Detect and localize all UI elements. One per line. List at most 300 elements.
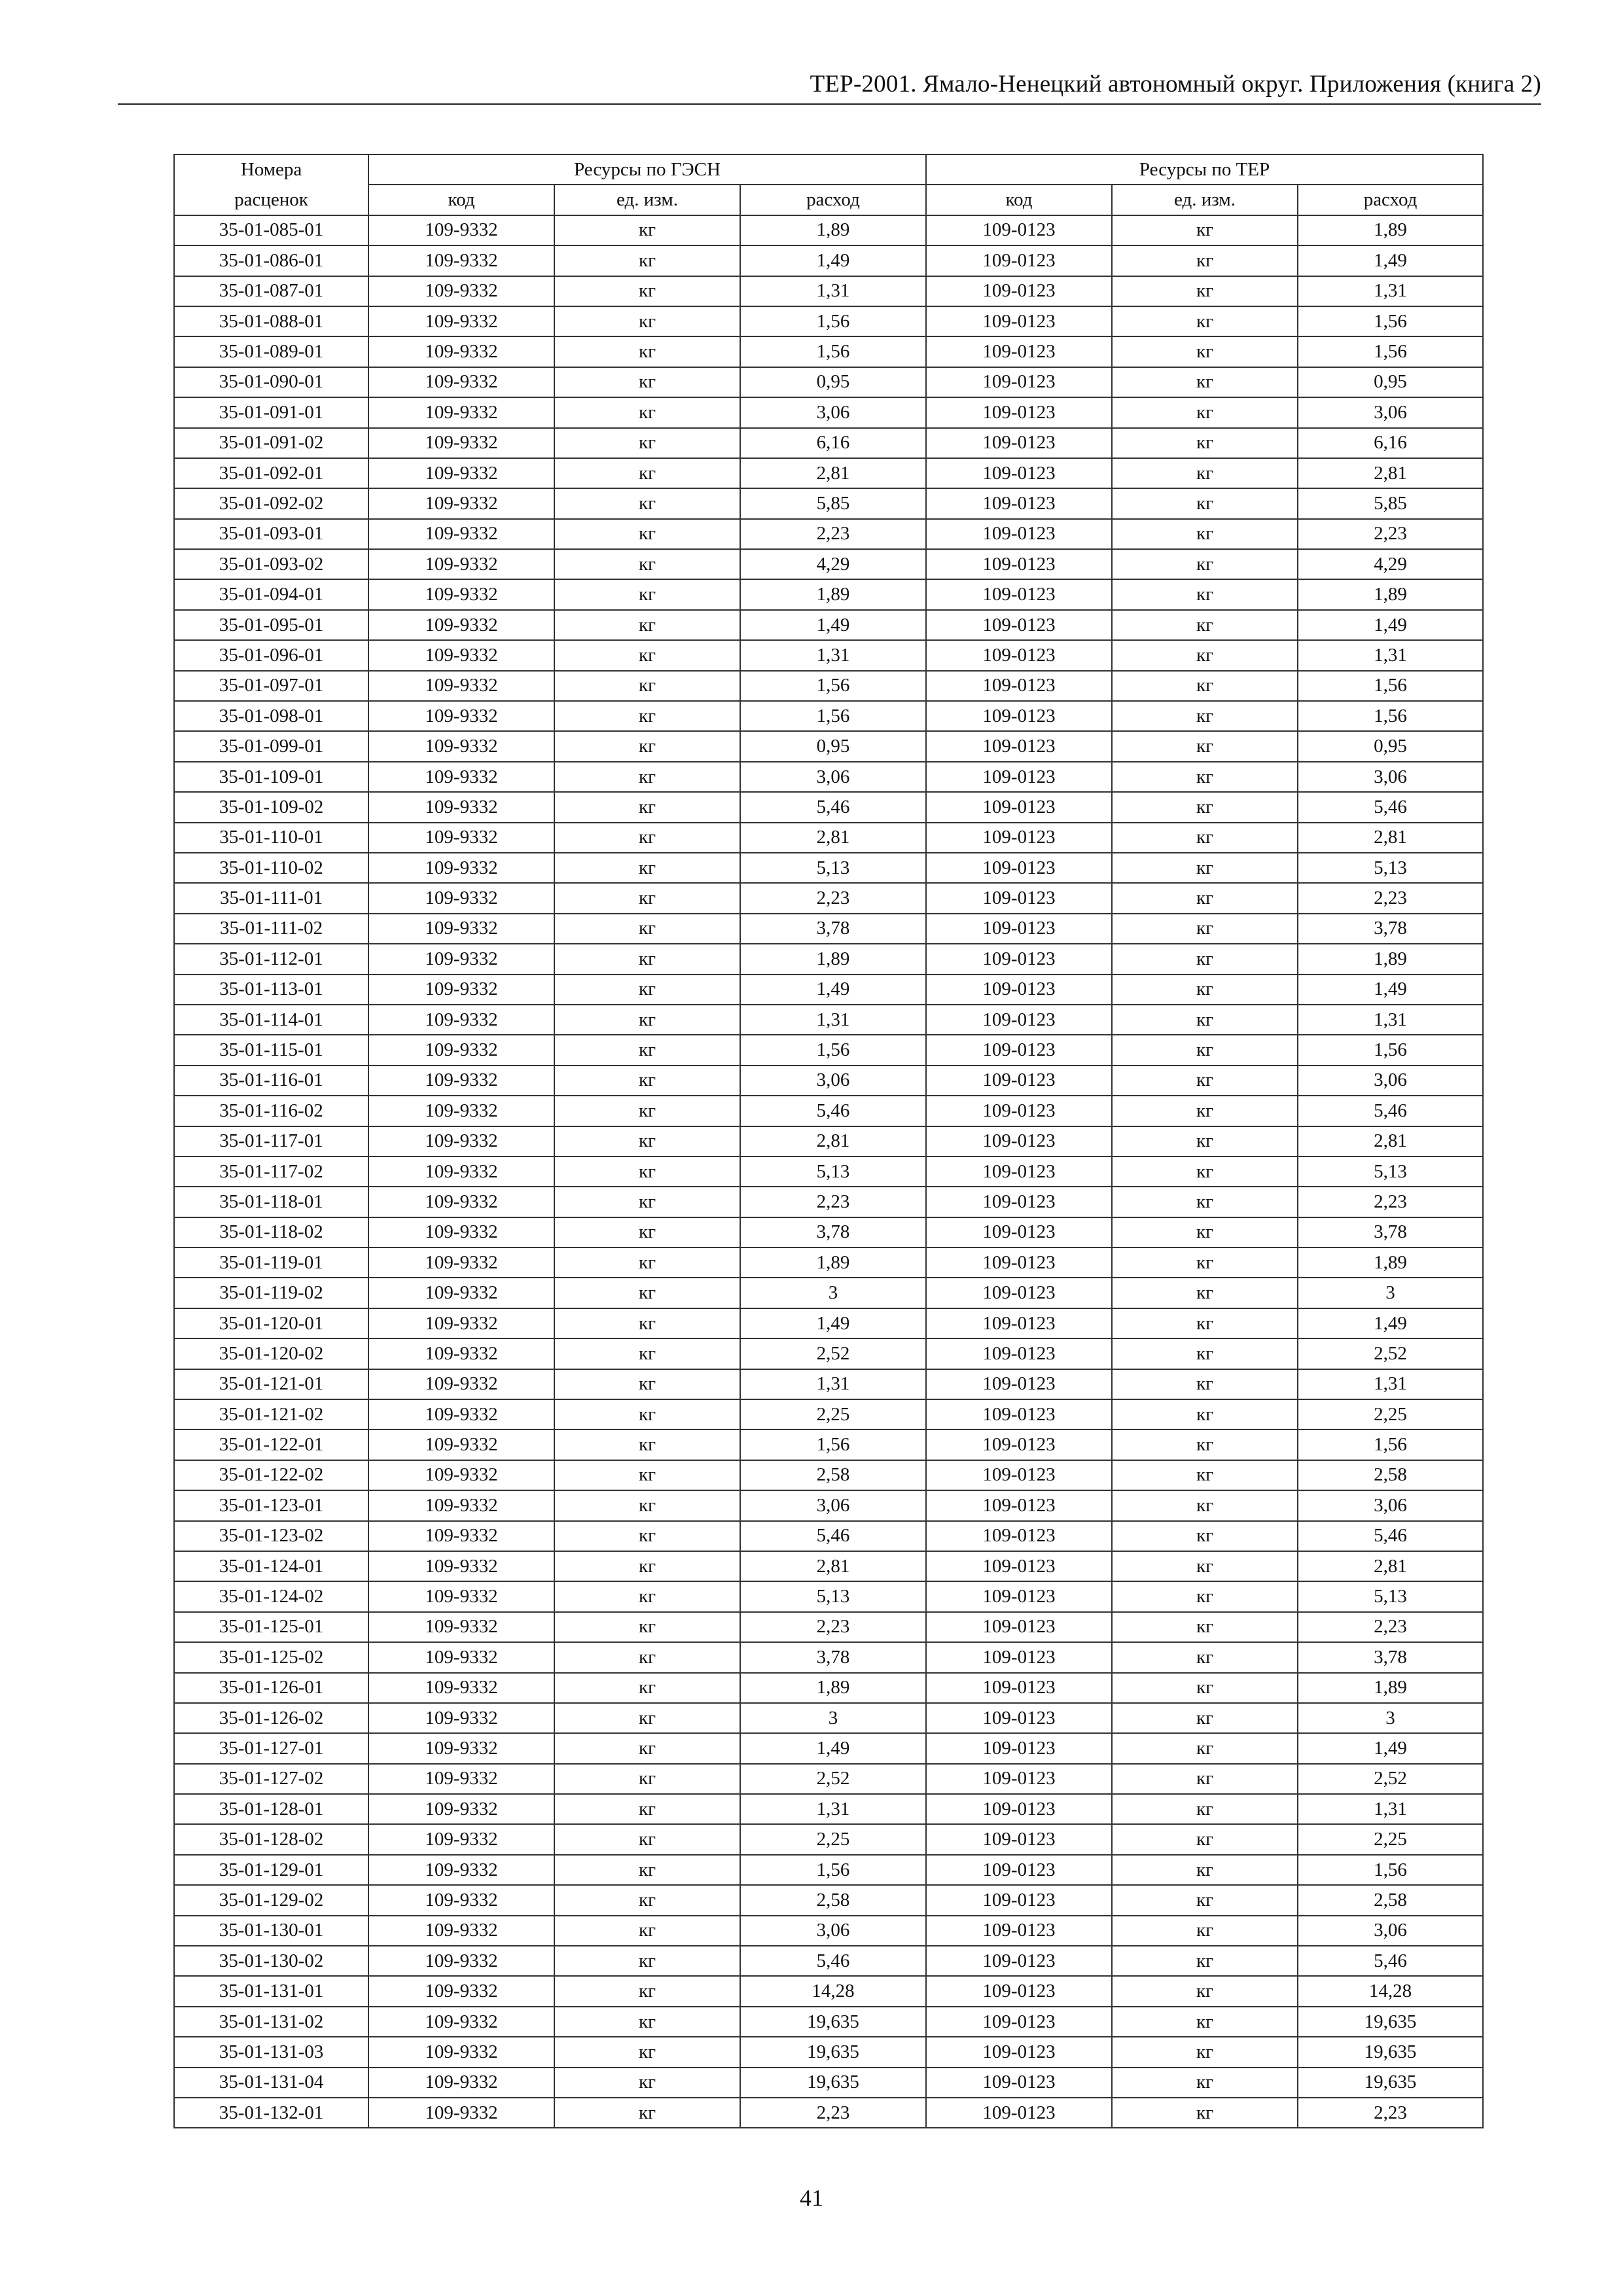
ter-amount-cell: 5,13 [1298, 1581, 1483, 1611]
ter-code-cell: 109-0123 [926, 1126, 1112, 1157]
ter-code-cell: 109-0123 [926, 853, 1112, 883]
table-row [174, 1247, 1483, 1278]
gesn-code-cell: 109-9332 [368, 367, 554, 397]
ter-unit-cell: кг [1112, 1187, 1298, 1217]
gesn-code-cell: 109-9332 [368, 1581, 554, 1611]
ter-amount-cell: 2,23 [1298, 1612, 1483, 1642]
ter-code-cell: 109-0123 [926, 1187, 1112, 1217]
ter-code-cell: 109-0123 [926, 671, 1112, 701]
gesn-code-cell: 109-9332 [368, 397, 554, 427]
ter-amount-cell: 6,16 [1298, 428, 1483, 458]
gesn-code-cell: 109-9332 [368, 1764, 554, 1794]
gesn-code-cell: 109-9332 [368, 1278, 554, 1308]
rate-number-cell: 35-01-117-02 [174, 1157, 368, 1187]
table-row [174, 1551, 1483, 1581]
gesn-amount-cell: 3,78 [740, 1642, 926, 1672]
gesn-amount-cell: 2,52 [740, 1338, 926, 1369]
ter-code-cell: 109-0123 [926, 1673, 1112, 1703]
gesn-amount-cell: 3,78 [740, 1217, 926, 1247]
gesn-code-cell: 109-9332 [368, 579, 554, 609]
ter-code-cell: 109-0123 [926, 1824, 1112, 1854]
ter-amount-cell: 3 [1298, 1703, 1483, 1733]
rate-number-cell: 35-01-098-01 [174, 701, 368, 731]
ter-amount-cell: 1,56 [1298, 701, 1483, 731]
table-row [174, 610, 1483, 640]
gesn-unit-cell: кг [554, 883, 740, 913]
gesn-unit-cell: кг [554, 1399, 740, 1429]
rate-number-cell: 35-01-093-01 [174, 519, 368, 549]
gesn-amount-cell: 3 [740, 1703, 926, 1733]
ter-code-cell: 109-0123 [926, 1521, 1112, 1551]
ter-code-cell: 109-0123 [926, 1005, 1112, 1035]
gesn-unit-cell: кг [554, 1217, 740, 1247]
rate-number-cell: 35-01-122-02 [174, 1460, 368, 1490]
ter-code-cell: 109-0123 [926, 306, 1112, 336]
gesn-unit-cell: кг [554, 1278, 740, 1308]
gesn-code-cell: 109-9332 [368, 1369, 554, 1399]
rate-number-cell: 35-01-125-02 [174, 1642, 368, 1672]
ter-code-cell: 109-0123 [926, 1369, 1112, 1399]
ter-amount-cell: 2,25 [1298, 1399, 1483, 1429]
rate-number-cell: 35-01-110-01 [174, 823, 368, 853]
gesn-amount-cell: 1,31 [740, 1794, 926, 1824]
gesn-code-cell: 109-9332 [368, 1612, 554, 1642]
table-row [174, 1429, 1483, 1460]
ter-unit-cell: кг [1112, 428, 1298, 458]
ter-code-cell: 109-0123 [926, 1612, 1112, 1642]
gesn-unit-cell: кг [554, 2037, 740, 2067]
ter-unit-cell: кг [1112, 1035, 1298, 1065]
gesn-amount-cell: 5,46 [740, 1946, 926, 1976]
ter-unit-cell: кг [1112, 1673, 1298, 1703]
ter-amount-cell: 5,46 [1298, 1946, 1483, 1976]
rate-number-cell: 35-01-127-02 [174, 1764, 368, 1794]
table-row [174, 1521, 1483, 1551]
ter-unit-cell: кг [1112, 1157, 1298, 1187]
gesn-code-cell: 109-9332 [368, 1157, 554, 1187]
ter-amount-cell: 2,23 [1298, 1187, 1483, 1217]
gesn-code-cell: 109-9332 [368, 1460, 554, 1490]
rate-number-cell: 35-01-128-01 [174, 1794, 368, 1824]
rate-number-cell: 35-01-111-01 [174, 883, 368, 913]
ter-code-cell: 109-0123 [926, 1551, 1112, 1581]
table-row [174, 2098, 1483, 2128]
rate-number-cell: 35-01-086-01 [174, 245, 368, 276]
ter-amount-cell: 14,28 [1298, 1976, 1483, 2006]
ter-code-cell: 109-0123 [926, 428, 1112, 458]
ter-code-cell: 109-0123 [926, 610, 1112, 640]
gesn-unit-cell: кг [554, 1247, 740, 1278]
ter-amount-cell: 1,89 [1298, 215, 1483, 245]
ter-unit-cell: кг [1112, 1885, 1298, 1915]
gesn-code-cell: 109-9332 [368, 1066, 554, 1096]
ter-unit-cell: кг [1112, 1824, 1298, 1854]
ter-amount-cell: 1,31 [1298, 276, 1483, 306]
gesn-unit-cell: кг [554, 975, 740, 1005]
gesn-unit-cell: кг [554, 458, 740, 488]
ter-unit-cell: кг [1112, 579, 1298, 609]
table-row [174, 762, 1483, 792]
rate-number-cell: 35-01-115-01 [174, 1035, 368, 1065]
gesn-unit-cell: кг [554, 2098, 740, 2128]
ter-amount-cell: 2,81 [1298, 823, 1483, 853]
rate-number-cell: 35-01-121-02 [174, 1399, 368, 1429]
ter-unit-cell: кг [1112, 397, 1298, 427]
gesn-code-cell: 109-9332 [368, 245, 554, 276]
gesn-unit-cell: кг [554, 944, 740, 974]
rate-number-cell: 35-01-126-02 [174, 1703, 368, 1733]
gesn-amount-cell: 1,49 [740, 1308, 926, 1338]
rate-number-cell: 35-01-129-01 [174, 1855, 368, 1885]
ter-code-cell: 109-0123 [926, 579, 1112, 609]
gesn-code-cell: 109-9332 [368, 428, 554, 458]
header-numbers-top: Номера [174, 154, 368, 185]
ter-amount-cell: 2,81 [1298, 458, 1483, 488]
gesn-unit-cell: кг [554, 519, 740, 549]
ter-code-cell: 109-0123 [926, 1338, 1112, 1369]
ter-unit-cell: кг [1112, 944, 1298, 974]
ter-amount-cell: 1,56 [1298, 336, 1483, 367]
gesn-amount-cell: 1,56 [740, 1855, 926, 1885]
header-ter-unit: ед. изм. [1112, 185, 1298, 215]
gesn-amount-cell: 1,49 [740, 610, 926, 640]
ter-amount-cell: 1,49 [1298, 1733, 1483, 1763]
rate-number-cell: 35-01-128-02 [174, 1824, 368, 1854]
gesn-amount-cell: 5,85 [740, 488, 926, 518]
gesn-amount-cell: 1,31 [740, 276, 926, 306]
table-row [174, 731, 1483, 761]
table-row [174, 1278, 1483, 1308]
table-row [174, 2068, 1483, 2098]
table-row [174, 1642, 1483, 1672]
ter-amount-cell: 5,46 [1298, 1096, 1483, 1126]
gesn-amount-cell: 5,46 [740, 1096, 926, 1126]
rate-number-cell: 35-01-092-01 [174, 458, 368, 488]
ter-code-cell: 109-0123 [926, 1157, 1112, 1187]
ter-amount-cell: 2,23 [1298, 2098, 1483, 2128]
ter-amount-cell: 3,06 [1298, 762, 1483, 792]
rate-number-cell: 35-01-119-02 [174, 1278, 368, 1308]
ter-code-cell: 109-0123 [926, 1946, 1112, 1976]
gesn-unit-cell: кг [554, 1521, 740, 1551]
ter-code-cell: 109-0123 [926, 2068, 1112, 2098]
ter-code-cell: 109-0123 [926, 1460, 1112, 1490]
gesn-unit-cell: кг [554, 276, 740, 306]
gesn-unit-cell: кг [554, 1096, 740, 1126]
gesn-code-cell: 109-9332 [368, 762, 554, 792]
ter-amount-cell: 3,06 [1298, 397, 1483, 427]
gesn-unit-cell: кг [554, 1612, 740, 1642]
gesn-unit-cell: кг [554, 397, 740, 427]
gesn-code-cell: 109-9332 [368, 215, 554, 245]
gesn-unit-cell: кг [554, 1733, 740, 1763]
gesn-code-cell: 109-9332 [368, 1733, 554, 1763]
ter-unit-cell: кг [1112, 336, 1298, 367]
table-row [174, 944, 1483, 974]
rate-number-cell: 35-01-112-01 [174, 944, 368, 974]
rate-number-cell: 35-01-117-01 [174, 1126, 368, 1157]
table-row [174, 488, 1483, 518]
table-row [174, 975, 1483, 1005]
gesn-code-cell: 109-9332 [368, 1096, 554, 1126]
ter-code-cell: 109-0123 [926, 640, 1112, 670]
ter-unit-cell: кг [1112, 610, 1298, 640]
gesn-amount-cell: 2,23 [740, 2098, 926, 2128]
ter-code-cell: 109-0123 [926, 1096, 1112, 1126]
ter-unit-cell: кг [1112, 488, 1298, 518]
gesn-amount-cell: 3,06 [740, 1066, 926, 1096]
rate-number-cell: 35-01-096-01 [174, 640, 368, 670]
gesn-code-cell: 109-9332 [368, 276, 554, 306]
gesn-amount-cell: 1,56 [740, 336, 926, 367]
ter-amount-cell: 2,81 [1298, 1126, 1483, 1157]
gesn-amount-cell: 5,13 [740, 1581, 926, 1611]
gesn-amount-cell: 3,06 [740, 397, 926, 427]
table-row [174, 853, 1483, 883]
ter-amount-cell: 3,78 [1298, 1217, 1483, 1247]
gesn-unit-cell: кг [554, 215, 740, 245]
gesn-code-cell: 109-9332 [368, 1794, 554, 1824]
gesn-unit-cell: кг [554, 1916, 740, 1946]
ter-unit-cell: кг [1112, 519, 1298, 549]
ter-code-cell: 109-0123 [926, 701, 1112, 731]
ter-unit-cell: кг [1112, 1794, 1298, 1824]
gesn-amount-cell: 1,31 [740, 1369, 926, 1399]
ter-amount-cell: 2,81 [1298, 1551, 1483, 1581]
table-row [174, 215, 1483, 245]
gesn-unit-cell: кг [554, 1338, 740, 1369]
gesn-unit-cell: кг [554, 1703, 740, 1733]
table-row [174, 671, 1483, 701]
rate-number-cell: 35-01-118-02 [174, 1217, 368, 1247]
ter-amount-cell: 3 [1298, 1278, 1483, 1308]
ter-unit-cell: кг [1112, 1096, 1298, 1126]
gesn-unit-cell: кг [554, 1673, 740, 1703]
ter-code-cell: 109-0123 [926, 883, 1112, 913]
gesn-unit-cell: кг [554, 1976, 740, 2006]
ter-amount-cell: 1,49 [1298, 245, 1483, 276]
ter-unit-cell: кг [1112, 1338, 1298, 1369]
table-row [174, 1338, 1483, 1369]
ter-code-cell: 109-0123 [926, 731, 1112, 761]
gesn-amount-cell: 2,81 [740, 1126, 926, 1157]
ter-amount-cell: 2,23 [1298, 883, 1483, 913]
ter-unit-cell: кг [1112, 731, 1298, 761]
rate-number-cell: 35-01-095-01 [174, 610, 368, 640]
gesn-unit-cell: кг [554, 1308, 740, 1338]
ter-unit-cell: кг [1112, 2007, 1298, 2037]
header-numbers-bottom: расценок [174, 185, 368, 215]
ter-amount-cell: 2,25 [1298, 1824, 1483, 1854]
ter-unit-cell: кг [1112, 1916, 1298, 1946]
ter-amount-cell: 5,46 [1298, 792, 1483, 822]
table-body [174, 215, 1483, 2128]
rate-number-cell: 35-01-130-02 [174, 1946, 368, 1976]
gesn-code-cell: 109-9332 [368, 792, 554, 822]
ter-amount-cell: 5,13 [1298, 853, 1483, 883]
table-row [174, 1187, 1483, 1217]
gesn-unit-cell: кг [554, 1551, 740, 1581]
rate-number-cell: 35-01-111-02 [174, 914, 368, 944]
gesn-unit-cell: кг [554, 1005, 740, 1035]
gesn-unit-cell: кг [554, 1764, 740, 1794]
table-row [174, 1612, 1483, 1642]
gesn-unit-cell: кг [554, 336, 740, 367]
table-row [174, 1703, 1483, 1733]
gesn-unit-cell: кг [554, 1946, 740, 1976]
ter-unit-cell: кг [1112, 1429, 1298, 1460]
gesn-unit-cell: кг [554, 1642, 740, 1672]
ter-code-cell: 109-0123 [926, 1066, 1112, 1096]
rate-number-cell: 35-01-121-01 [174, 1369, 368, 1399]
ter-code-cell: 109-0123 [926, 336, 1112, 367]
rate-number-cell: 35-01-125-01 [174, 1612, 368, 1642]
table-row [174, 1581, 1483, 1611]
table-row [174, 428, 1483, 458]
gesn-code-cell: 109-9332 [368, 1217, 554, 1247]
gesn-amount-cell: 1,56 [740, 306, 926, 336]
gesn-code-cell: 109-9332 [368, 1551, 554, 1581]
ter-amount-cell: 2,58 [1298, 1460, 1483, 1490]
ter-amount-cell: 0,95 [1298, 367, 1483, 397]
gesn-amount-cell: 2,58 [740, 1885, 926, 1915]
gesn-code-cell: 109-9332 [368, 853, 554, 883]
gesn-amount-cell: 1,49 [740, 245, 926, 276]
ter-unit-cell: кг [1112, 853, 1298, 883]
rate-number-cell: 35-01-123-01 [174, 1490, 368, 1520]
ter-amount-cell: 5,13 [1298, 1157, 1483, 1187]
gesn-unit-cell: кг [554, 2068, 740, 2098]
gesn-unit-cell: кг [554, 367, 740, 397]
gesn-code-cell: 109-9332 [368, 1521, 554, 1551]
ter-code-cell: 109-0123 [926, 1429, 1112, 1460]
rate-number-cell: 35-01-110-02 [174, 853, 368, 883]
gesn-unit-cell: кг [554, 1794, 740, 1824]
gesn-amount-cell: 0,95 [740, 367, 926, 397]
gesn-code-cell: 109-9332 [368, 2007, 554, 2037]
ter-code-cell: 109-0123 [926, 215, 1112, 245]
gesn-amount-cell: 2,58 [740, 1460, 926, 1490]
gesn-code-cell: 109-9332 [368, 1399, 554, 1429]
ter-unit-cell: кг [1112, 1369, 1298, 1399]
ter-code-cell: 109-0123 [926, 762, 1112, 792]
rate-number-cell: 35-01-116-01 [174, 1066, 368, 1096]
rate-number-cell: 35-01-130-01 [174, 1916, 368, 1946]
gesn-code-cell: 109-9332 [368, 944, 554, 974]
ter-code-cell: 109-0123 [926, 1794, 1112, 1824]
rate-number-cell: 35-01-120-02 [174, 1338, 368, 1369]
table-row [174, 336, 1483, 367]
table-row [174, 1946, 1483, 1976]
gesn-amount-cell: 19,635 [740, 2007, 926, 2037]
ter-amount-cell: 3,78 [1298, 914, 1483, 944]
rate-number-cell: 35-01-120-01 [174, 1308, 368, 1338]
ter-amount-cell: 19,635 [1298, 2037, 1483, 2067]
gesn-amount-cell: 1,56 [740, 1429, 926, 1460]
gesn-amount-cell: 1,56 [740, 701, 926, 731]
gesn-unit-cell: кг [554, 579, 740, 609]
ter-amount-cell: 3,06 [1298, 1916, 1483, 1946]
ter-amount-cell: 1,89 [1298, 944, 1483, 974]
table-row [174, 792, 1483, 822]
gesn-unit-cell: кг [554, 1066, 740, 1096]
ter-unit-cell: кг [1112, 1946, 1298, 1976]
table-row [174, 367, 1483, 397]
gesn-unit-cell: кг [554, 823, 740, 853]
ter-amount-cell: 1,56 [1298, 671, 1483, 701]
header-row-groups [174, 154, 1483, 185]
gesn-amount-cell: 3,06 [740, 1916, 926, 1946]
gesn-amount-cell: 1,31 [740, 1005, 926, 1035]
gesn-code-cell: 109-9332 [368, 1885, 554, 1915]
rate-number-cell: 35-01-131-03 [174, 2037, 368, 2067]
ter-amount-cell: 2,58 [1298, 1885, 1483, 1915]
table-row [174, 883, 1483, 913]
ter-unit-cell: кг [1112, 975, 1298, 1005]
rate-number-cell: 35-01-109-02 [174, 792, 368, 822]
gesn-code-cell: 109-9332 [368, 306, 554, 336]
ter-code-cell: 109-0123 [926, 367, 1112, 397]
table-row [174, 1885, 1483, 1915]
gesn-amount-cell: 2,52 [740, 1764, 926, 1794]
ter-unit-cell: кг [1112, 1126, 1298, 1157]
gesn-unit-cell: кг [554, 1126, 740, 1157]
ter-unit-cell: кг [1112, 1005, 1298, 1035]
ter-code-cell: 109-0123 [926, 1916, 1112, 1946]
gesn-code-cell: 109-9332 [368, 519, 554, 549]
table-row [174, 914, 1483, 944]
gesn-code-cell: 109-9332 [368, 731, 554, 761]
ter-unit-cell: кг [1112, 640, 1298, 670]
rate-number-cell: 35-01-087-01 [174, 276, 368, 306]
rate-number-cell: 35-01-131-04 [174, 2068, 368, 2098]
ter-unit-cell: кг [1112, 1490, 1298, 1520]
gesn-unit-cell: кг [554, 640, 740, 670]
gesn-amount-cell: 1,56 [740, 671, 926, 701]
header-row-columns [174, 185, 1483, 215]
ter-unit-cell: кг [1112, 1733, 1298, 1763]
gesn-amount-cell: 1,89 [740, 944, 926, 974]
gesn-code-cell: 109-9332 [368, 1308, 554, 1338]
gesn-amount-cell: 2,23 [740, 883, 926, 913]
gesn-unit-cell: кг [554, 1490, 740, 1520]
ter-amount-cell: 1,89 [1298, 1247, 1483, 1278]
gesn-amount-cell: 1,89 [740, 1247, 926, 1278]
gesn-unit-cell: кг [554, 2007, 740, 2037]
ter-code-cell: 109-0123 [926, 1035, 1112, 1065]
ter-code-cell: 109-0123 [926, 458, 1112, 488]
ter-amount-cell: 1,89 [1298, 1673, 1483, 1703]
ter-amount-cell: 1,56 [1298, 1855, 1483, 1885]
table-row [174, 1308, 1483, 1338]
header-gesn-code: код [368, 185, 554, 215]
ter-code-cell: 109-0123 [926, 549, 1112, 579]
gesn-unit-cell: кг [554, 792, 740, 822]
gesn-unit-cell: кг [554, 1187, 740, 1217]
rate-number-cell: 35-01-122-01 [174, 1429, 368, 1460]
ter-amount-cell: 5,46 [1298, 1521, 1483, 1551]
ter-unit-cell: кг [1112, 1399, 1298, 1429]
ter-amount-cell: 1,49 [1298, 975, 1483, 1005]
rate-number-cell: 35-01-092-02 [174, 488, 368, 518]
gesn-code-cell: 109-9332 [368, 1005, 554, 1035]
gesn-amount-cell: 1,31 [740, 640, 926, 670]
table-row [174, 1824, 1483, 1854]
rate-number-cell: 35-01-113-01 [174, 975, 368, 1005]
table-row [174, 1217, 1483, 1247]
ter-unit-cell: кг [1112, 792, 1298, 822]
ter-amount-cell: 1,89 [1298, 579, 1483, 609]
